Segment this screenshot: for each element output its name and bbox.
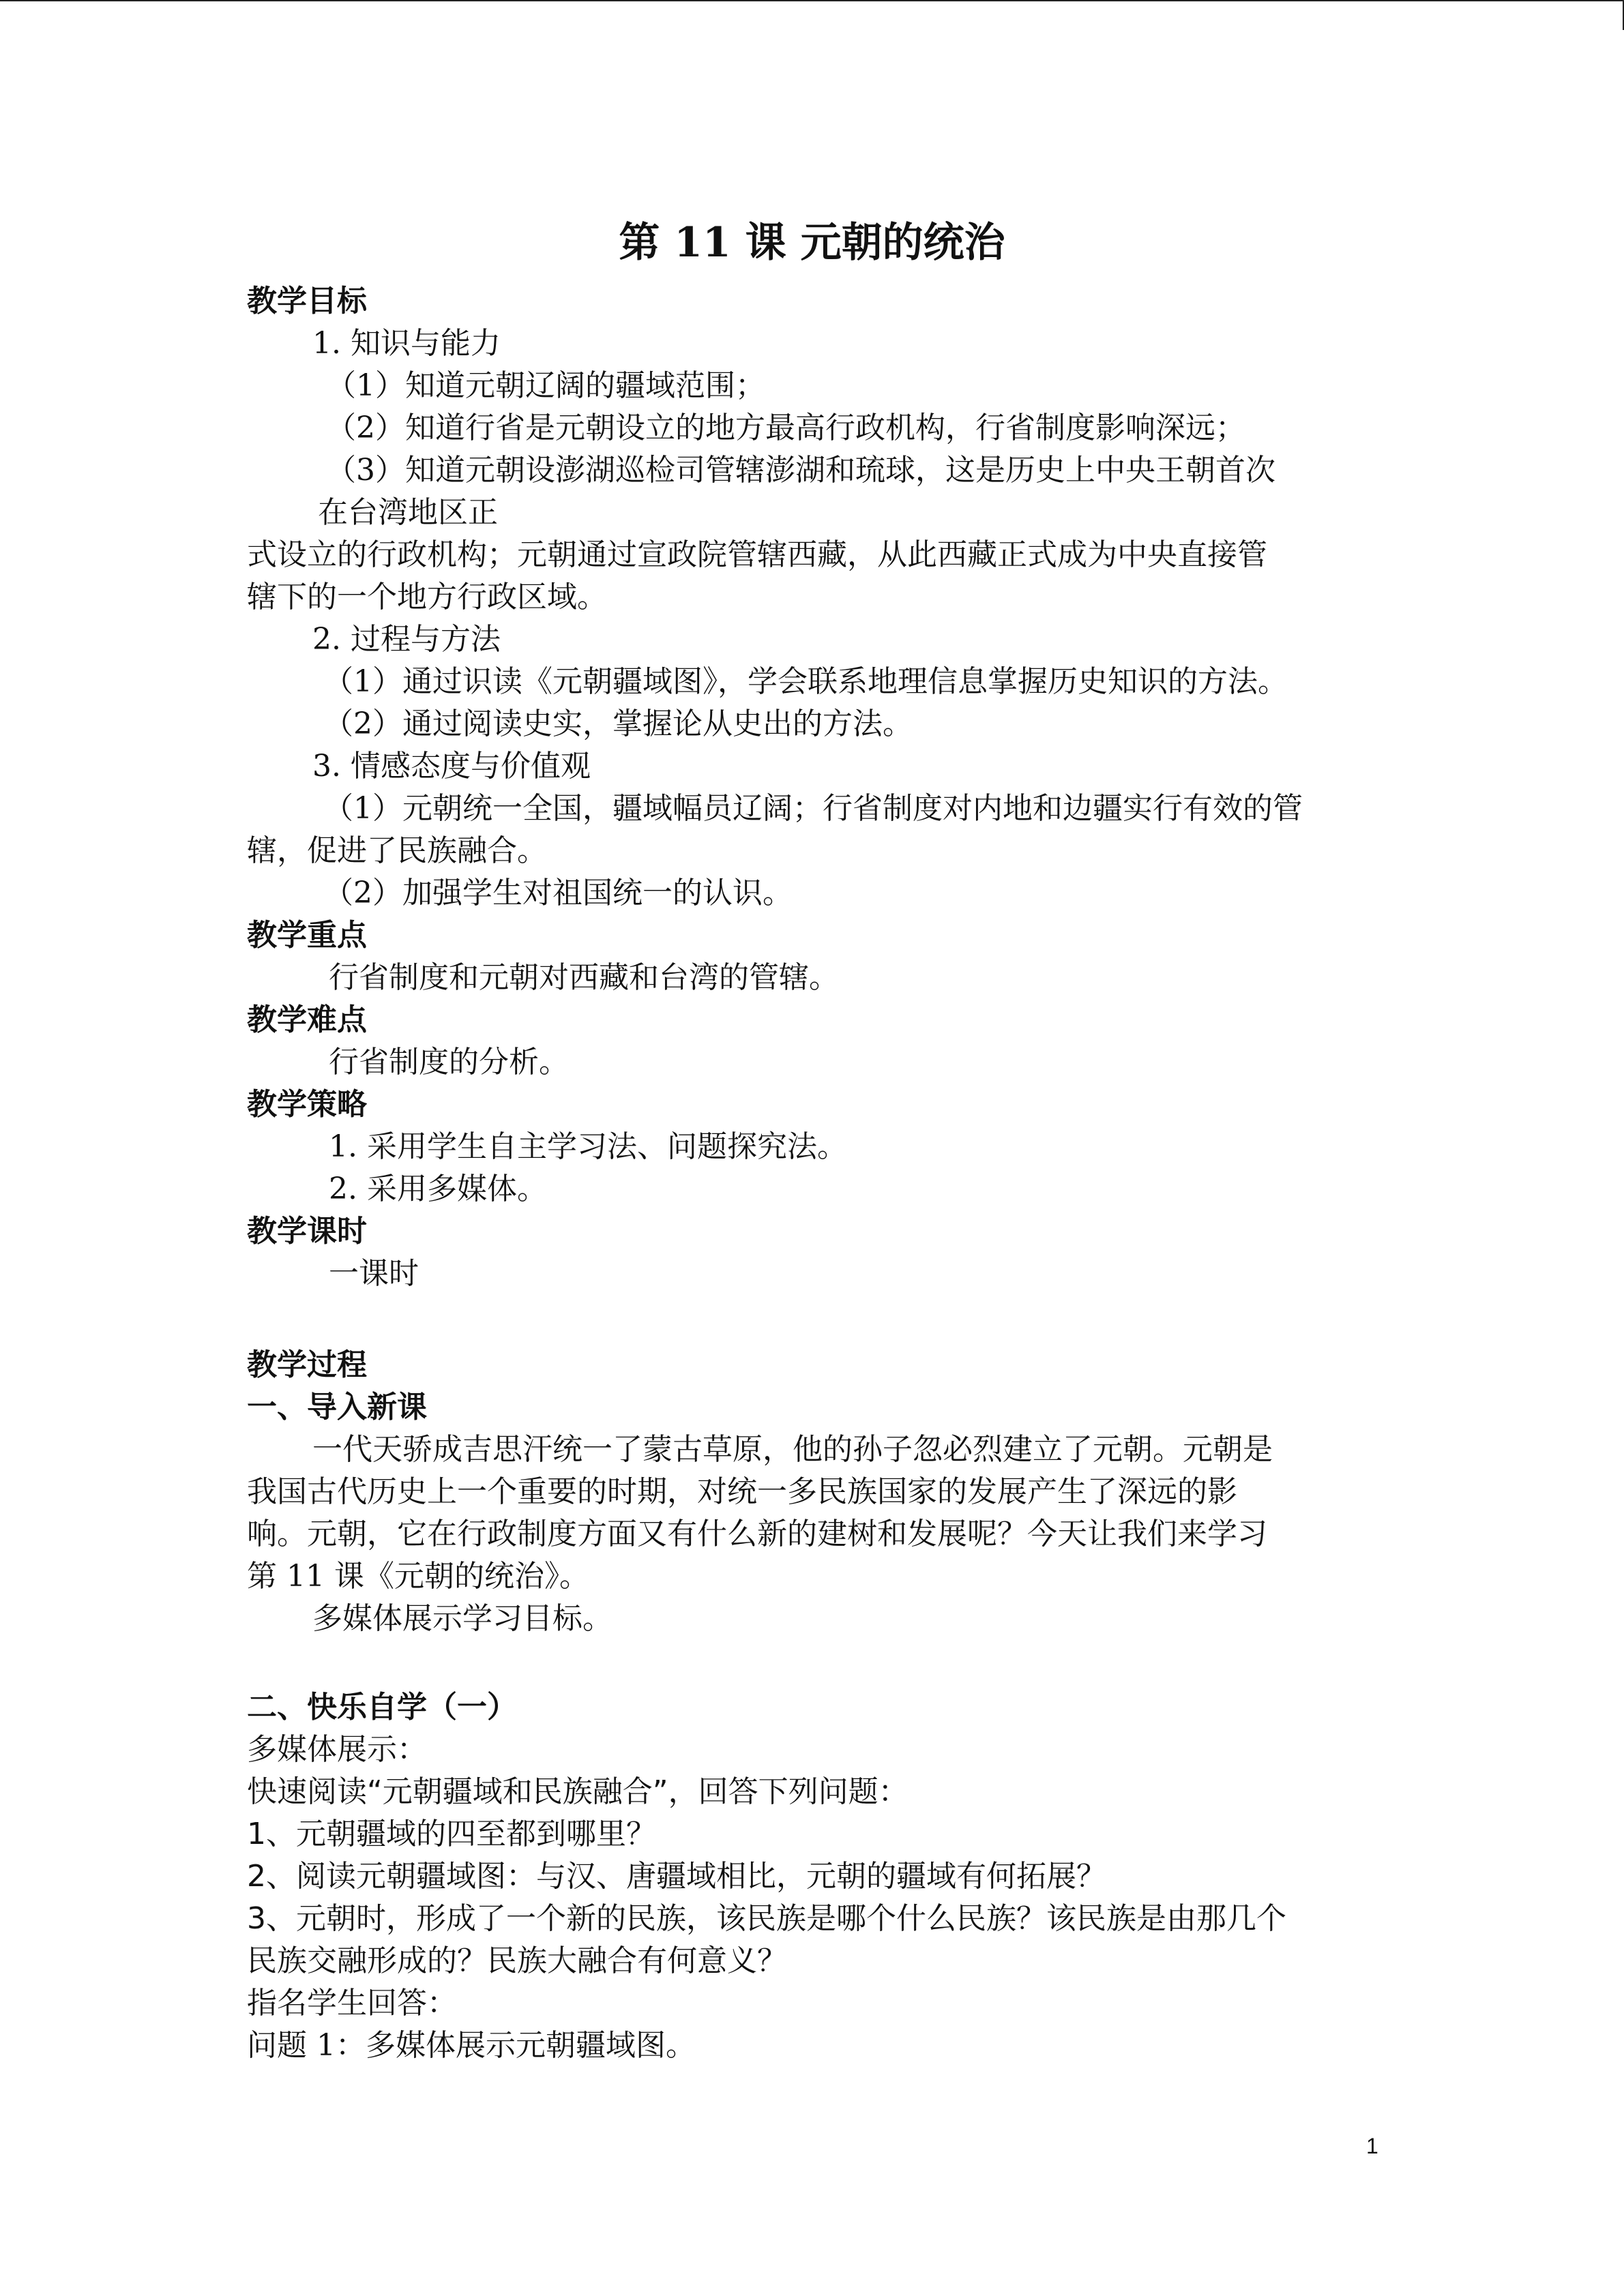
intro-paragraph-line-4: 第 11 课《元朝的统治》。 — [247, 1559, 589, 1594]
body-line: 辖下的一个地方行政区域。 — [247, 580, 607, 614]
question-3: 3、元朝时，形成了一个新的民族，该民族是哪个什么民族？该民族是由那几个 — [247, 1901, 1286, 1936]
objective-1-item-3-cont: 在台湾地区正 — [318, 495, 498, 530]
question-2: 2、阅读元朝疆域图：与汉、唐疆域相比，元朝的疆域有何拓展？ — [247, 1859, 1106, 1894]
difficulties-text: 行省制度的分析。 — [329, 1045, 569, 1079]
body-line: 辖，促进了民族融合。 — [247, 833, 547, 868]
intro-paragraph-line-3: 响。元朝，它在行政制度方面又有什么新的建树和发展呢？今天让我们来学习 — [247, 1517, 1267, 1551]
multimedia-show-label: 多媒体展示： — [247, 1732, 427, 1767]
heading-difficulties: 教学难点 — [247, 1002, 367, 1037]
heading-class-hours: 教学课时 — [247, 1214, 367, 1249]
section-1-heading: 一、导入新课 — [247, 1390, 427, 1425]
answer-1: 问题 1：多媒体展示元朝疆域图。 — [247, 2028, 696, 2063]
objective-1-heading: 1. 知识与能力 — [312, 326, 501, 361]
student-answer-label: 指名学生回答： — [247, 1986, 457, 2021]
top-edge-rule — [0, 0, 1624, 1]
strategy-item-1: 1. 采用学生自主学习法、问题探究法。 — [329, 1129, 847, 1164]
heading-teaching-objectives: 教学目标 — [247, 284, 367, 318]
heading-strategy: 教学策略 — [247, 1087, 367, 1122]
objective-3-item-1: （1）元朝统一全国，疆域幅员辽阔；行省制度对内地和边疆实行有效的管 — [323, 791, 1303, 826]
class-hours-text: 一课时 — [329, 1256, 419, 1291]
heading-teaching-process: 教学过程 — [247, 1347, 367, 1382]
page-number: 1 — [1366, 2134, 1378, 2158]
objective-1-item-3: （3）知道元朝设澎湖巡检司管辖澎湖和琉球，这是历史上中央王朝首次 — [326, 453, 1275, 488]
strategy-item-2: 2. 采用多媒体。 — [329, 1172, 547, 1206]
objective-1-item-1: （1）知道元朝辽阔的疆域范围； — [326, 368, 765, 403]
objective-2-item-1: （1）通过识读《元朝疆域图》，学会联系地理信息掌握历史知识的方法。 — [323, 664, 1288, 699]
body-line: 式设立的行政机构；元朝通过宣政院管辖西藏，从此西藏正式成为中央直接管 — [247, 537, 1267, 572]
intro-paragraph-line-2: 我国古代历史上一个重要的时期，对统一多民族国家的发展产生了深远的影 — [247, 1474, 1237, 1509]
objective-2-item-2: （2）通过阅读史实，掌握论从史出的方法。 — [323, 706, 913, 741]
objective-2-heading: 2. 过程与方法 — [312, 622, 501, 657]
section-2-heading: 二、快乐自学（一） — [247, 1690, 517, 1725]
objective-3-item-2: （2）加强学生对祖国统一的认识。 — [323, 876, 793, 910]
question-3-cont: 民族交融形成的？民族大融合有何意义？ — [247, 1943, 787, 1978]
reading-instruction: 快速阅读“元朝疆域和民族融合”，回答下列问题： — [247, 1774, 909, 1809]
question-1: 1、元朝疆域的四至都到哪里？ — [247, 1817, 656, 1851]
objective-1-item-2: （2）知道行省是元朝设立的地方最高行政机构，行省制度影响深远； — [326, 411, 1245, 445]
objective-3-heading: 3. 情感态度与价值观 — [312, 749, 591, 784]
heading-key-points: 教学重点 — [247, 918, 367, 953]
intro-paragraph-line-1: 一代天骄成吉思汗统一了蒙古草原，他的孙子忽必烈建立了元朝。元朝是 — [312, 1432, 1273, 1467]
page-title: 第 11 课 元朝的统治 — [619, 219, 1005, 267]
key-points-text: 行省制度和元朝对西藏和台湾的管辖。 — [329, 960, 839, 995]
intro-multimedia-note: 多媒体展示学习目标。 — [312, 1601, 612, 1636]
